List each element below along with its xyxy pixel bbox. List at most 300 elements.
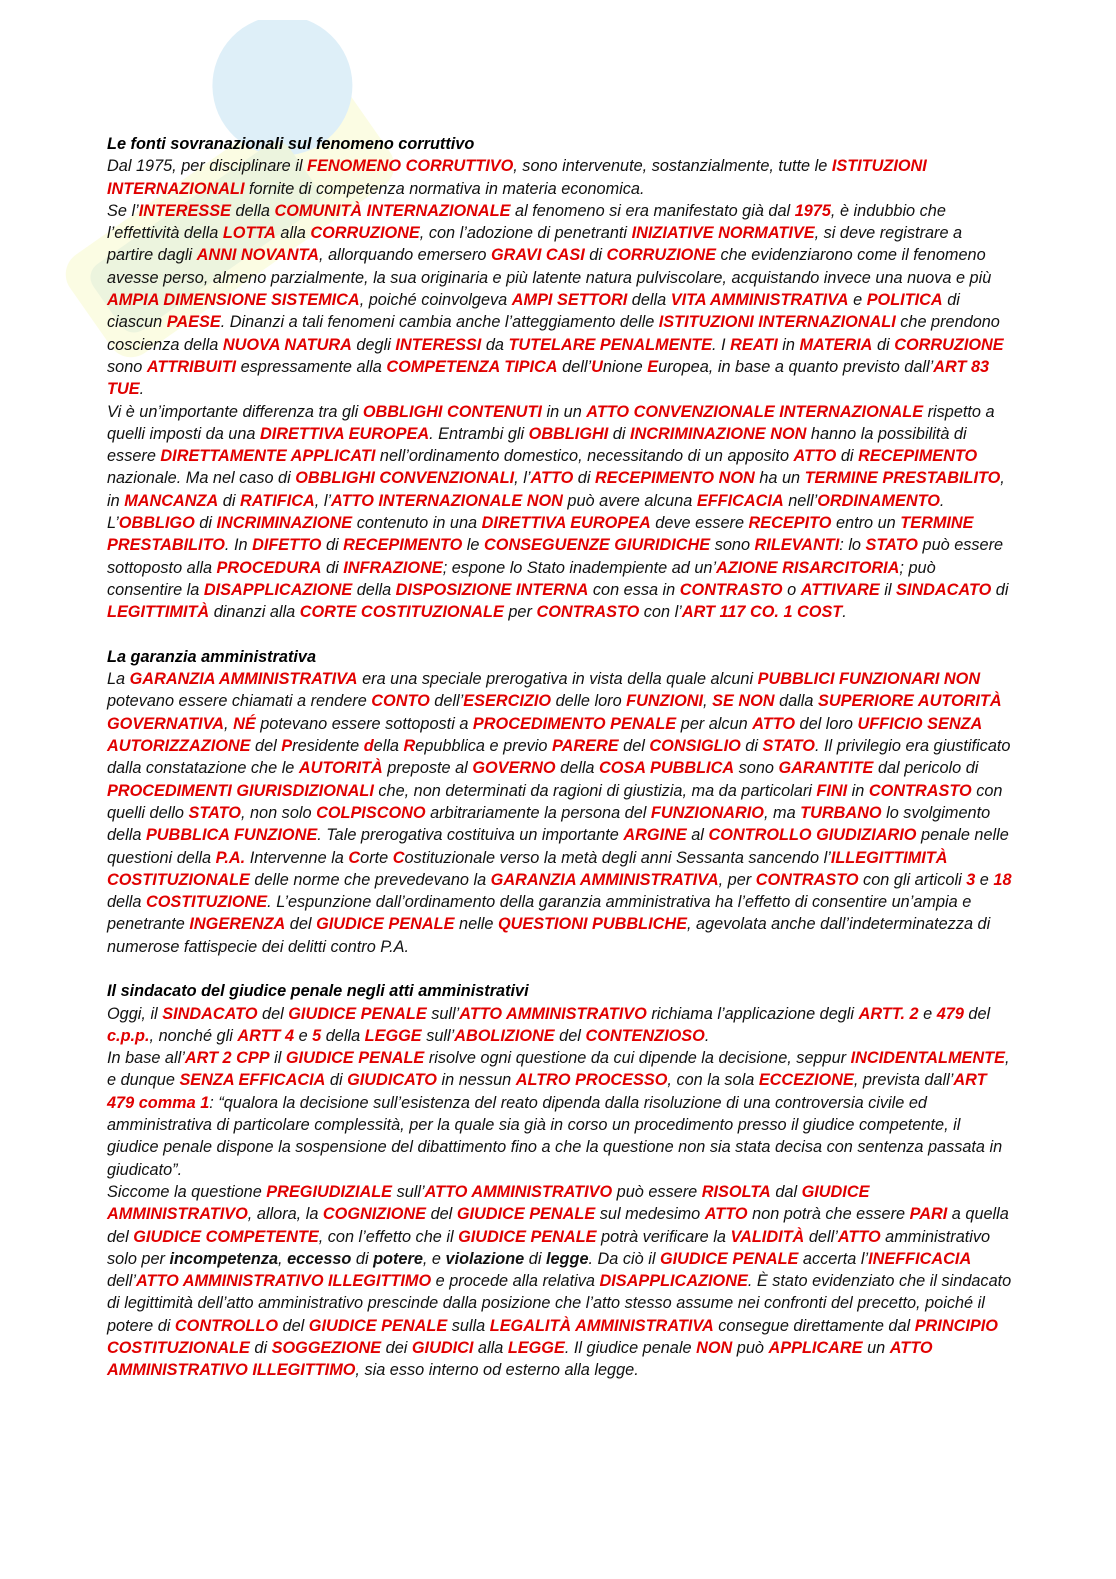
text-run: con essa in xyxy=(588,580,680,599)
text-run: , sia esso interno od esterno alla legge. xyxy=(355,1361,639,1380)
text-run: , sono intervenute, sostanzialmente, tutte le xyxy=(513,157,832,176)
keyword-highlight: GRAVI CASI xyxy=(490,246,585,265)
section-title: Le fonti sovranazionali sul fenomeno corruttivo xyxy=(107,135,475,153)
text-run: La xyxy=(107,670,130,689)
keyword-highlight: PREGIUDIZIALE xyxy=(266,1182,393,1201)
text-run: nione xyxy=(602,357,648,376)
keyword-highlight: ARGINE xyxy=(623,826,687,845)
keyword-highlight: SINDACATO xyxy=(162,1004,258,1023)
text-run: . L’ xyxy=(107,491,945,533)
keyword-highlight: STATO xyxy=(188,803,241,822)
keyword-highlight: VALIDITÀ xyxy=(730,1227,805,1246)
text-run: contenuto in una xyxy=(352,514,482,533)
keyword-highlight: ATTO AMMINISTRATIVO ILLEGITTIMO xyxy=(107,1339,933,1380)
text-run: di xyxy=(524,1249,546,1268)
text-run: può essere xyxy=(612,1182,702,1201)
text-run: in xyxy=(847,781,869,800)
text-run: uropea, in base a quanto previsto dall’ xyxy=(658,357,934,376)
text-run: in nessun xyxy=(436,1071,516,1090)
keyword-highlight: GIUDICATO xyxy=(347,1071,437,1090)
text-run: di xyxy=(608,424,630,443)
keyword-highlight: ILLEGITTIMITÀ COSTITUZIONALE xyxy=(107,848,948,889)
keyword-highlight: C xyxy=(348,848,361,867)
keyword-highlight: GIUDICE PENALE xyxy=(308,1316,448,1335)
keyword-highlight: DISAPPLICAZIONE xyxy=(599,1272,748,1291)
keyword-highlight: PUBBLICA FUNZIONE xyxy=(145,826,318,845)
keyword-highlight: PROCEDIMENTI GIURISDIZIONALI xyxy=(107,781,374,800)
keyword-highlight: OBBLIGO xyxy=(118,514,195,533)
keyword-highlight: GARANTITE xyxy=(778,759,874,778)
text-run: di xyxy=(321,558,344,577)
text-run: del xyxy=(278,1316,309,1335)
text-run: di xyxy=(351,1249,374,1268)
keyword-highlight: INTERESSE xyxy=(138,201,231,220)
section xyxy=(107,133,1012,624)
text-run: che evidenziarono come il fenomeno avesse perso, almeno parzialmente, la sua originaria e più latente natura pulviscolare, acquistando invece una nuova e più xyxy=(107,246,992,287)
text-run: lo svolgimento della xyxy=(107,803,991,845)
keyword-highlight: ATTO xyxy=(752,714,796,733)
text-run: , per xyxy=(718,870,756,889)
text-run: entro un xyxy=(831,514,901,533)
text-run: ella xyxy=(373,737,404,756)
keyword-highlight: APPLICARE xyxy=(768,1339,863,1358)
text-run: nell’ xyxy=(783,491,818,510)
keyword-highlight: AMPIA DIMENSIONE SISTEMICA xyxy=(107,291,360,310)
text-run: sull’ xyxy=(392,1182,425,1201)
keyword-highlight: CONSIGLIO xyxy=(649,737,741,756)
keyword-highlight: LOTTA xyxy=(222,224,276,243)
keyword-highlight: INFRAZIONE xyxy=(343,558,443,577)
text-run: con quelli dello xyxy=(107,781,1003,822)
keyword-highlight: RECEPIMENTO xyxy=(858,447,978,466)
keyword-highlight: P.A. xyxy=(215,848,246,867)
text-run: non potrà che essere xyxy=(747,1205,910,1224)
text-run: nell’ordinamento domestico, necessitando di un apposito xyxy=(375,447,794,466)
text-run: in un xyxy=(541,402,587,421)
keyword-highlight: GIUDICE PENALE xyxy=(456,1205,596,1224)
text-run: in xyxy=(777,335,800,354)
text-run: dei xyxy=(381,1339,412,1358)
keyword-highlight: FUNZIONARIO xyxy=(650,803,764,822)
text-run: al fenomeno si era manifestato già dal xyxy=(510,201,795,220)
text-run: di xyxy=(991,580,1009,599)
text-run: il xyxy=(269,1049,286,1068)
text-run: Vi è un’importante differenza tra gli xyxy=(107,402,363,421)
keyword-highlight: ALTRO PROCESSO xyxy=(515,1071,668,1090)
text-run: che, non determinati da ragioni di giustizia, ma da particolari xyxy=(373,781,817,800)
text-run: . xyxy=(704,1026,710,1045)
text-run: , l’ xyxy=(514,469,531,488)
text-run: . Da ciò il xyxy=(588,1249,660,1268)
text-run: , e xyxy=(422,1249,446,1268)
keyword-highlight: CONTRASTO xyxy=(679,580,783,599)
section xyxy=(107,646,1012,958)
section xyxy=(107,980,1012,1381)
text-run: . In xyxy=(224,536,253,555)
text-run: nelle xyxy=(454,915,498,934)
text-run: per alcun xyxy=(676,714,753,733)
text-run: un xyxy=(862,1339,890,1358)
keyword-highlight: INCRIMINAZIONE xyxy=(216,514,353,533)
text-run: alla xyxy=(473,1339,508,1358)
keyword-highlight: GIUDICE PENALE xyxy=(458,1227,597,1246)
text-run: rispetto a quelli imposti da una xyxy=(107,402,995,443)
text-run: di xyxy=(584,246,607,265)
text-run: potevano essere chiamati a rendere xyxy=(107,692,372,711)
text-run: dal pericolo di xyxy=(873,759,979,778)
paragraph xyxy=(107,401,1012,624)
text-run: della xyxy=(107,893,146,912)
keyword-highlight: PUBBLICI FUNZIONARI NON xyxy=(757,670,981,689)
text-run: della xyxy=(321,1026,365,1045)
keyword-highlight: ATTO xyxy=(837,1227,881,1246)
text-run: . I xyxy=(712,335,731,354)
text-run: Intervenne la xyxy=(245,848,349,867)
keyword-highlight: ECCEZIONE xyxy=(758,1071,854,1090)
keyword-highlight: CONTO xyxy=(371,692,430,711)
text-run: , non solo xyxy=(240,803,317,822)
keyword-highlight: RECEPIMENTO NON xyxy=(594,469,755,488)
keyword-highlight: SUPERIORE AUTORITÀ GOVERNATIVA xyxy=(107,692,1002,733)
text-run: dal xyxy=(770,1182,802,1201)
keyword-highlight: GIUDICE PENALE xyxy=(285,1049,425,1068)
text-run: della xyxy=(555,759,600,778)
keyword-highlight: STATO xyxy=(865,536,918,555)
paragraph xyxy=(107,155,1012,200)
text-run: consegue direttamente dal xyxy=(713,1316,915,1335)
text-run: del xyxy=(426,1205,457,1224)
text-run: dell’ xyxy=(557,357,592,376)
bold-term: violazione xyxy=(445,1249,525,1268)
text-run: potevano essere sottoposti a xyxy=(255,714,473,733)
keyword-highlight: RATIFICA xyxy=(240,491,315,510)
text-run: era una speciale prerogativa in vista della quale alcuni xyxy=(357,670,758,689)
text-run: di ciascun xyxy=(107,291,960,332)
bold-term: incompetenza xyxy=(169,1249,279,1268)
keyword-highlight: ATTO CONVENZIONALE INTERNAZIONALE xyxy=(586,402,924,421)
paragraph xyxy=(107,1003,1012,1048)
keyword-highlight: NÉ xyxy=(233,714,256,733)
text-run: di xyxy=(194,514,217,533)
text-run: può avere alcuna xyxy=(562,491,697,510)
keyword-highlight: RISOLTA xyxy=(701,1182,771,1201)
text-run: richiama l’applicazione degli xyxy=(646,1004,859,1023)
text-run: . Il privilegio era giustificato dalla constatazione che le xyxy=(107,737,1011,778)
text-run: . L’espunzione dall’ordinamento della garanzia amministrativa ha l’effetto di consentire un’ampia e penetrante xyxy=(107,893,972,934)
keyword-highlight: ATTO xyxy=(704,1205,748,1224)
keyword-highlight: ATTO AMMINISTRATIVO ILLEGITTIMO xyxy=(135,1272,432,1291)
text-run: del xyxy=(554,1026,586,1045)
keyword-highlight: SENZA EFFICACIA xyxy=(179,1071,326,1090)
keyword-highlight: LEGGE xyxy=(364,1026,422,1045)
paragraph xyxy=(107,668,1012,958)
keyword-highlight: OBBLIGHI xyxy=(528,424,609,443)
text-run: risolve ogni questione da cui dipende la decisione, seppur xyxy=(424,1049,851,1068)
text-run: può xyxy=(732,1339,769,1358)
keyword-highlight: ARTT. 2 xyxy=(858,1004,919,1023)
text-run: , nonché gli xyxy=(149,1026,238,1045)
text-run: di xyxy=(249,1339,272,1358)
text-run: sono xyxy=(734,759,779,778)
keyword-highlight: RILEVANTI xyxy=(754,536,840,555)
keyword-highlight: CORRUZIONE xyxy=(606,246,716,265)
text-run: dell’ xyxy=(429,692,464,711)
keyword-highlight: 479 xyxy=(936,1004,964,1023)
text-run: dell’ xyxy=(804,1227,838,1246)
keyword-highlight: MANCANZA xyxy=(124,491,219,510)
text-run: con l’ xyxy=(639,603,682,622)
keyword-highlight: R xyxy=(403,737,416,756)
text-run: , allora, la xyxy=(247,1205,323,1224)
text-run: e procede alla relativa xyxy=(431,1272,600,1291)
text-run: amministrativo solo per xyxy=(107,1227,991,1268)
keyword-highlight: LEGITTIMITÀ xyxy=(107,603,210,622)
keyword-highlight: EFFICACIA xyxy=(696,491,784,510)
text-run: da xyxy=(481,335,509,354)
keyword-highlight: CONTRASTO xyxy=(868,781,972,800)
keyword-highlight: TERMINE PRESTABILITO xyxy=(804,469,1001,488)
text-run: di xyxy=(321,536,344,555)
keyword-highlight: SOGGEZIONE xyxy=(271,1339,382,1358)
keyword-highlight: INTERESSI xyxy=(395,335,482,354)
text-run: , allorquando emersero xyxy=(319,246,491,265)
text-run: sono xyxy=(710,536,755,555)
text-run: sono xyxy=(107,357,147,376)
keyword-highlight: CONTRASTO xyxy=(755,870,859,889)
text-run: Oggi, il xyxy=(107,1004,163,1023)
keyword-highlight: U xyxy=(591,357,603,376)
text-run: accerta l’ xyxy=(798,1249,869,1268)
keyword-highlight: COMPETENZA TIPICA xyxy=(386,357,558,376)
bold-term: eccesso xyxy=(287,1249,352,1268)
section-title: La garanzia amministrativa xyxy=(107,647,317,666)
keyword-highlight: QUESTIONI PUBBLICHE xyxy=(497,915,687,934)
text-run: , si deve registrare a partire dagli xyxy=(107,224,963,265)
text-run: della xyxy=(230,201,275,220)
keyword-highlight: PRINCIPIO COSTITUZIONALE xyxy=(107,1316,998,1358)
keyword-highlight: ATTO xyxy=(530,469,574,488)
bold-term: potere xyxy=(373,1249,423,1268)
text-run: orte xyxy=(360,848,393,867)
keyword-highlight: GIUDICE PENALE xyxy=(288,1004,427,1023)
text-run: di xyxy=(836,447,859,466)
keyword-highlight: TURBANO xyxy=(800,803,882,822)
text-run: . Dinanzi a tali fenomeni cambia anche l’atteggiamento delle xyxy=(220,313,659,332)
text-run: di xyxy=(218,491,240,510)
keyword-highlight: GIUDICE PENALE xyxy=(659,1249,799,1268)
text-run: , l’ xyxy=(314,491,332,510)
text-run: fornite di competenza normativa in materia economica. xyxy=(244,179,645,198)
text-run: per xyxy=(503,603,537,622)
text-run: . È stato evidenziato che il sindacato di legittimità dell’atto amministrativo prescinde dalla posizione che l’atto stesso assume nei confronti del precetto, poiché il potere di xyxy=(107,1272,1012,1335)
keyword-highlight: CONTRASTO xyxy=(536,603,640,622)
text-run: , prevista dall’ xyxy=(853,1071,954,1090)
text-run: ha un xyxy=(754,469,805,488)
keyword-highlight: SE NON xyxy=(712,692,775,711)
text-run: del xyxy=(618,737,650,756)
paragraph xyxy=(107,1181,1012,1382)
text-run: alla xyxy=(275,224,311,243)
keyword-highlight: ABOLIZIONE xyxy=(454,1026,555,1045)
text-run: residente xyxy=(292,737,364,756)
keyword-highlight: DIRETTIVA EUROPEA xyxy=(481,514,651,533)
keyword-highlight: CONTENZIOSO xyxy=(585,1026,705,1045)
keyword-highlight: LEGGE xyxy=(507,1339,565,1358)
paragraph xyxy=(107,200,1012,401)
keyword-highlight: INCRIMINAZIONE NON xyxy=(630,424,807,443)
keyword-highlight: INEFFICACIA xyxy=(868,1249,972,1268)
text-run: , con l’effetto che il xyxy=(318,1227,459,1246)
text-run: ; espone lo Stato inadempiente ad un’ xyxy=(442,558,717,577)
text-run: deve essere xyxy=(650,514,749,533)
keyword-highlight: ISTITUZIONI INTERNAZIONALI xyxy=(107,157,927,198)
text-run: che prendono coscienza della xyxy=(107,313,1000,354)
text-run: penale nelle questioni della xyxy=(107,826,1009,867)
keyword-highlight: P xyxy=(281,737,293,756)
text-run: , con l’adozione di penetranti xyxy=(419,224,632,243)
keyword-highlight: GIUDICE AMMINISTRATIVO xyxy=(107,1182,870,1224)
keyword-highlight: CONTROLLO xyxy=(174,1316,278,1335)
paragraph xyxy=(107,1047,1012,1181)
keyword-highlight: VITA AMMINISTRATIVA xyxy=(670,291,849,310)
keyword-highlight: RECEPIMENTO xyxy=(343,536,463,555)
keyword-highlight: TUTELARE PENALMENTE xyxy=(508,335,712,354)
text-run: . Il giudice penale xyxy=(564,1339,697,1358)
keyword-highlight: PARERE xyxy=(551,737,619,756)
text-run: può essere sottoposto alla xyxy=(107,536,1004,577)
keyword-highlight: COSTITUZIONE xyxy=(145,893,268,912)
keyword-highlight: ATTO AMMINISTRATIVO xyxy=(459,1004,647,1023)
keyword-highlight: TERMINE PRESTABILITO xyxy=(107,514,974,555)
text-run: dinanzi alla xyxy=(209,603,300,622)
keyword-highlight: COLPISCONO xyxy=(316,803,426,822)
keyword-highlight: ART 117 CO. 1 COST xyxy=(681,603,843,622)
keyword-highlight: REATI xyxy=(730,335,778,354)
text-run: di xyxy=(573,469,595,488)
keyword-highlight: PAESE xyxy=(166,313,221,332)
keyword-highlight: RECEPITO xyxy=(748,514,832,533)
text-run: del xyxy=(285,915,317,934)
text-run: o xyxy=(782,580,801,599)
keyword-highlight: CORRUZIONE xyxy=(894,335,1004,354)
text-run: : “qualora la decisione sull’esistenza del reato dipenda dalla risoluzione di una controversia civile ed amministrativa di particolare complessità, per la quale sia già in corso un procedimento presso il giudice competente, il giudice penale dispone la sospensione del dibattimento fino a che la questione non sia stata decisa con sentenza passata in giudicato”. xyxy=(107,1093,1003,1179)
keyword-highlight: MATERIA xyxy=(799,335,873,354)
text-run: preposte al xyxy=(382,759,473,778)
keyword-highlight: 3 xyxy=(966,870,976,889)
keyword-highlight: ART 2 CPP xyxy=(184,1049,270,1068)
keyword-highlight: COMUNITÀ INTERNAZIONALE xyxy=(274,201,511,220)
keyword-highlight: SINDACATO xyxy=(895,580,992,599)
text-run: , e dunque xyxy=(107,1049,1010,1090)
text-run: il xyxy=(879,580,896,599)
keyword-highlight: 1975 xyxy=(794,201,831,220)
text-run: delle norme che prevedevano la xyxy=(249,870,491,889)
text-run: con gli articoli xyxy=(858,870,967,889)
text-run: di xyxy=(325,1071,348,1090)
keyword-highlight: d xyxy=(363,737,374,756)
keyword-highlight: ORDINAMENTO xyxy=(817,491,940,510)
text-run: delle loro xyxy=(551,692,627,711)
keyword-highlight: ATTRIBUITI xyxy=(146,357,237,376)
keyword-highlight: DISAPPLICAZIONE xyxy=(203,580,353,599)
keyword-highlight: ISTITUZIONI INTERNAZIONALI xyxy=(658,313,896,332)
keyword-highlight: ART 479 comma 1 xyxy=(107,1071,987,1112)
keyword-highlight: C xyxy=(392,848,405,867)
keyword-highlight: GIUDICI xyxy=(411,1339,474,1358)
text-run: , xyxy=(703,692,713,711)
text-run: . xyxy=(139,380,145,399)
text-run: di xyxy=(740,737,763,756)
keyword-highlight: INGERENZA xyxy=(189,915,286,934)
text-run: espressamente alla xyxy=(236,357,387,376)
text-run: hanno la possibilità di essere xyxy=(107,424,967,466)
keyword-highlight: NUOVA NATURA xyxy=(222,335,352,354)
text-run: , agevolata anche dall’indeterminatezza di numerose fattispecie dei delitti contro P.A. xyxy=(107,915,991,956)
keyword-highlight: CONSEGUENZE GIURIDICHE xyxy=(484,536,711,555)
text-run: : lo xyxy=(839,536,866,555)
text-run: al xyxy=(686,826,709,845)
keyword-highlight: FENOMENO CORRUTTIVO xyxy=(307,157,514,176)
keyword-highlight: AZIONE RISARCITORIA xyxy=(716,558,900,577)
keyword-highlight: ANNI NOVANTA xyxy=(196,246,320,265)
text-run: del xyxy=(963,1004,991,1023)
keyword-highlight: DIFETTO xyxy=(252,536,322,555)
bold-term: legge xyxy=(545,1249,589,1268)
keyword-highlight: UFFICIO SENZA AUTORIZZAZIONE xyxy=(107,714,982,756)
keyword-highlight: LEGALITÀ AMMINISTRATIVA xyxy=(489,1316,714,1335)
text-run: , in xyxy=(107,469,1005,510)
text-run: . xyxy=(842,603,847,622)
text-run: le xyxy=(462,536,485,555)
keyword-highlight: E xyxy=(647,357,659,376)
text-run: potrà verificare la xyxy=(596,1227,731,1246)
keyword-highlight: GIUDICE COMPETENTE xyxy=(133,1227,319,1246)
keyword-highlight: GIUDICE PENALE xyxy=(316,915,455,934)
keyword-highlight: DISPOSIZIONE INTERNA xyxy=(395,580,589,599)
keyword-highlight: GOVERNO xyxy=(472,759,556,778)
text-run: , con la sola xyxy=(667,1071,759,1090)
text-run: , è indubbio che l’effettività della xyxy=(107,201,946,243)
keyword-highlight: AMPI SETTORI xyxy=(511,291,628,310)
text-run: sull’ xyxy=(426,1004,460,1023)
keyword-highlight: GARANZIA AMMINISTRATIVA xyxy=(129,670,358,689)
keyword-highlight: ESERCIZIO xyxy=(463,692,552,711)
text-run: arbitrariamente la persona del xyxy=(425,803,651,822)
text-run: In base all’ xyxy=(107,1049,185,1068)
text-run: dell’ xyxy=(107,1272,136,1291)
text-run: del xyxy=(250,737,282,756)
keyword-highlight: POLITICA xyxy=(866,291,943,310)
text-run: sulla xyxy=(447,1316,490,1335)
text-run: , ma xyxy=(763,803,801,822)
document-body xyxy=(107,133,1012,1404)
keyword-highlight: ATTIVARE xyxy=(800,580,880,599)
keyword-highlight: AUTORITÀ xyxy=(298,759,383,778)
text-run: del loro xyxy=(795,714,858,733)
text-run: dalla xyxy=(774,692,818,711)
keyword-highlight: FUNZIONI xyxy=(626,692,704,711)
text-run: e xyxy=(918,1004,937,1023)
keyword-highlight: 18 xyxy=(993,870,1012,889)
keyword-highlight: COGNIZIONE xyxy=(322,1205,427,1224)
text-run: di xyxy=(872,335,895,354)
text-run: epubblica e previo xyxy=(415,737,552,756)
text-run: del xyxy=(257,1004,289,1023)
text-run: Dal 1975, per disciplinare il xyxy=(107,157,308,176)
keyword-highlight: PROCEDURA xyxy=(216,558,322,577)
keyword-highlight: DIRETTIVA EUROPEA xyxy=(259,424,430,443)
text-run: sull’ xyxy=(421,1026,455,1045)
